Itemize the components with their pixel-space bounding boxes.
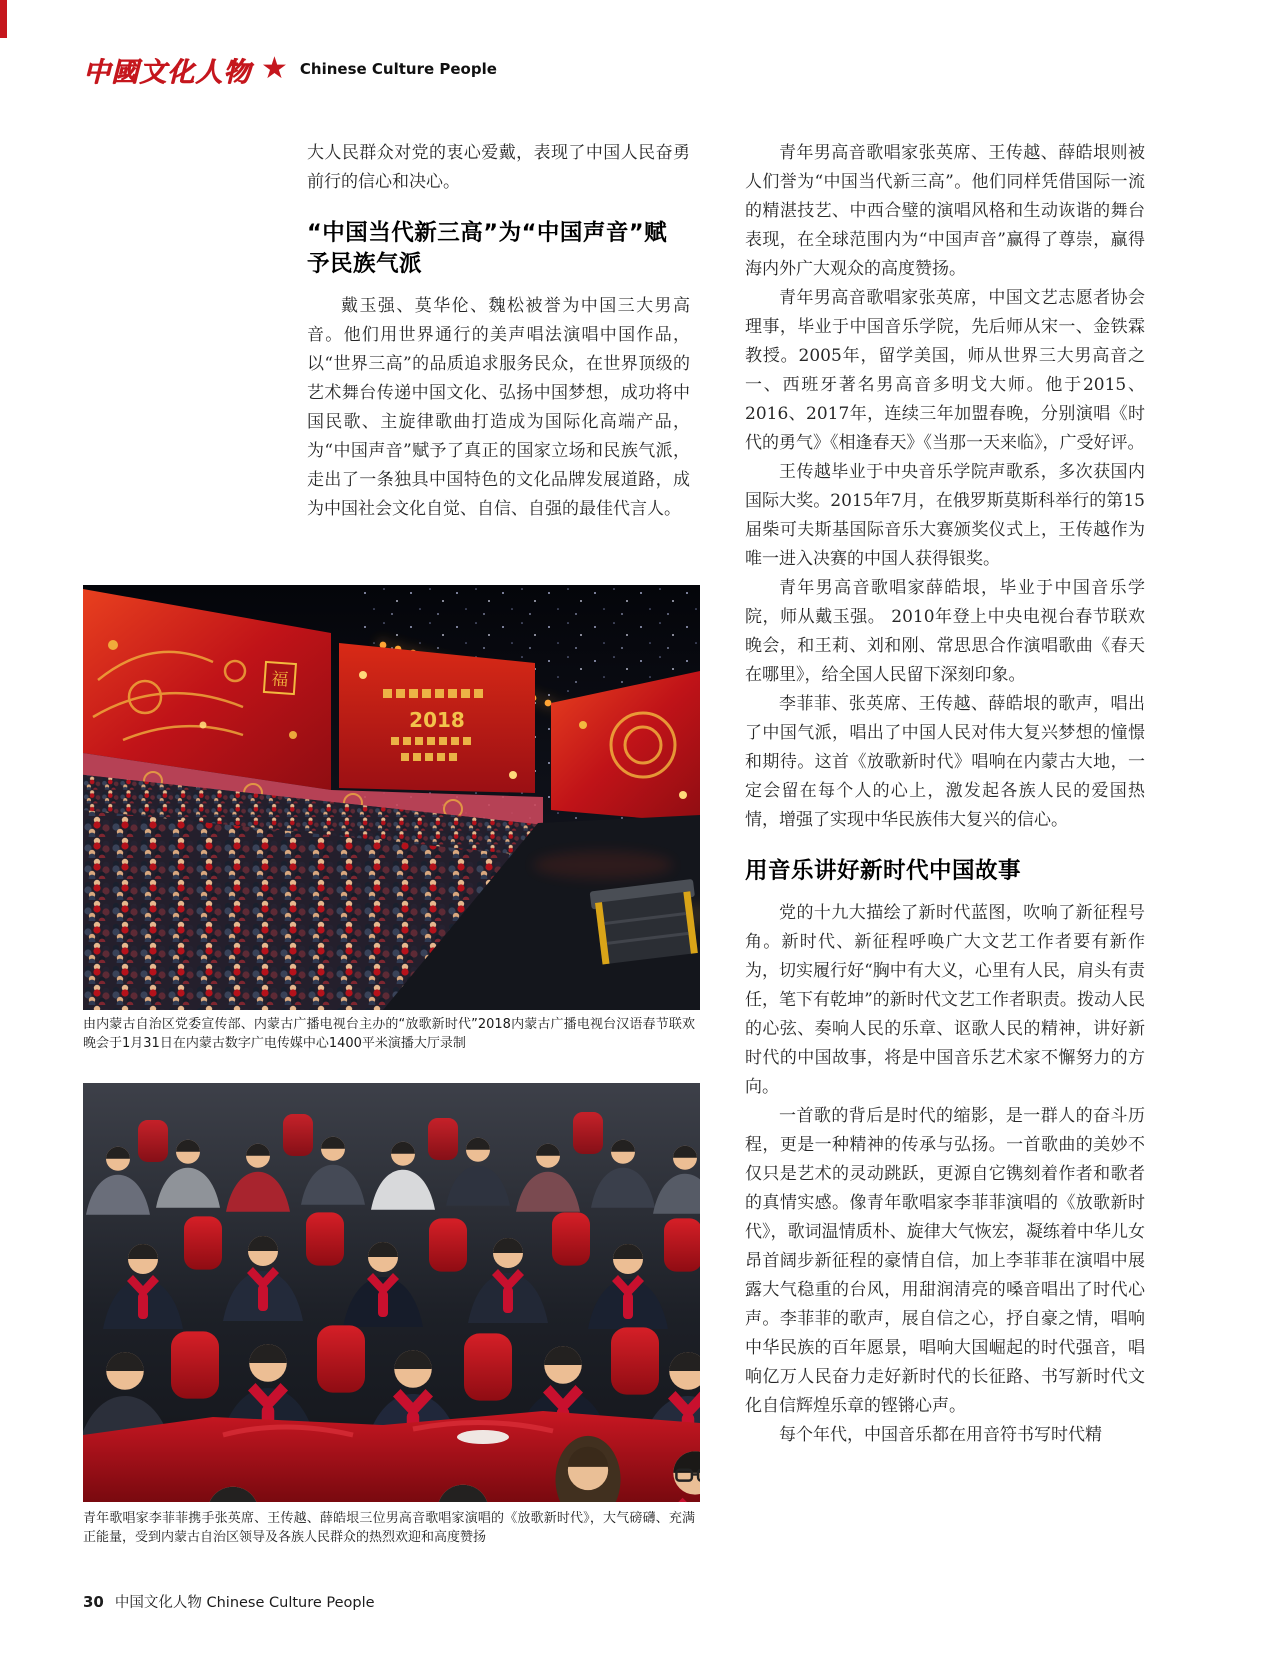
magazine-logo-en: Chinese Culture People xyxy=(299,60,497,78)
paragraph: 李菲菲、张英席、王传越、薛皓垠的歌声，唱出了中国气派，唱出了中国人民对伟大复兴梦想的憧憬和期待。这首《放歌新时代》唱响在内蒙古大地，一定会留在每个人的心上，激发起各族人民的爱国热情，增强了实现中华民族伟大复兴的信心。 xyxy=(745,694,1145,830)
paragraph: 戴玉强、莫华伦、魏松被誉为中国三大男高音。他们用世界通行的美声唱法演唱中国作品，以“世界三高”的品质追求服务民众，在世界顶级的艺术舞台传递中国文化、弘扬中国梦想，成功将中国民歌、主旋律歌曲打造成为国际化高端产品，为“中国声音”赋予了真正的国家立场和民族气派，走出了一条独具中国特色的文化品牌发展道路，成为中国社会文化自觉、自信、自强的最佳代言人。 xyxy=(307,296,690,519)
right-column xyxy=(745,139,1145,1450)
magazine-logo-cn: 中國文化人物 xyxy=(83,56,251,88)
page-number: 30 xyxy=(83,1593,104,1611)
photo1-caption: 由内蒙古自治区党委宣传部、内蒙古广播电视台主办的“放歌新时代”2018内蒙古广播电视台汉语春节联欢晚会于1月31日在内蒙古数字广电传媒中心1400平米演播大厅录制 xyxy=(83,1017,695,1051)
paragraph: 每个年代，中国音乐都在用音符书写时代精 xyxy=(779,1425,1102,1445)
paragraph: 一首歌的背后是时代的缩影，是一群人的奋斗历程，更是一种精神的传承与弘扬。一首歌曲的美妙不仅只是艺术的灵动跳跃，更源自它镌刻着作者和歌者的真情实感。像青年歌唱家李菲菲演唱的《放歌新时代》，歌词温情质朴、旋律大气恢宏，凝练着中华儿女昂首阔步新征程的豪情自信，加上李菲菲在演唱中展露大气稳重的台风，用甜润清亮的嗓音唱出了时代心声。李菲菲的歌声，展自信之心，抒自豪之情，唱响中华民族的百年愿景，唱响大国崛起的时代强音，唱响亿万人民奋力走好新时代的长征路、书写新时代文化自信辉煌乐章的铿锵心声。 xyxy=(745,1106,1145,1416)
led-screen-center xyxy=(339,643,535,793)
star-icon: ★ xyxy=(261,51,288,86)
svg-text:福: 福 xyxy=(270,669,289,691)
left-column xyxy=(307,139,690,524)
fu-lantern xyxy=(264,662,296,694)
paragraph: 王传越毕业于中央音乐学院声歌系，多次获国内国际大奖。2015年7月，在俄罗斯莫斯科举行的第15届柴可夫斯基国际音乐大赛颁奖仪式上，王传越作为唯一进入决赛的中国人获得银奖。 xyxy=(745,462,1145,569)
paragraph-continuation: 大人民群众对党的衷心爱戴，表现了中国人民奋勇前行的信心和决心。 xyxy=(307,143,690,192)
stage-steps xyxy=(590,879,700,965)
section-heading-music-story: 用音乐讲好新时代中国故事 xyxy=(745,858,1022,884)
page-footer xyxy=(83,1591,375,1612)
photo-audience-closeup xyxy=(83,1083,700,1502)
photo-gala-audience-wide-art xyxy=(83,585,700,1010)
photo-audience-closeup-art xyxy=(83,1083,700,1502)
screen-year-text: 2018 xyxy=(409,708,465,732)
paragraph: 青年男高音歌唱家薛皓垠，毕业于中国音乐学院，师从戴玉强。 2010年登上中央电视台春节联欢晚会，和王莉、刘和刚、常思思合作演唱歌曲《春天在哪里》，给全国人民留下深刻印象。 xyxy=(745,578,1145,685)
footer-brand: 中国文化人物 Chinese Culture People xyxy=(114,1595,375,1611)
page-edge-mark xyxy=(0,0,7,38)
paragraph: 青年男高音歌唱家张英席，中国文艺志愿者协会理事，毕业于中国音乐学院，先后师从宋一、金铁霖教授。2005年，留学美国，师从世界三大男高音之一、西班牙著名男高音多明戈大师。他于2015、2016、2017年，连续三年加盟春晚，分别演唱《时代的勇气》《相逢春天》《当那一天来临》，广受好评。 xyxy=(745,288,1145,453)
section-heading-new-three-tenors: “中国当代新三高”为“中国声音”赋予民族气派 xyxy=(307,220,668,277)
photo2-caption: 青年歌唱家李菲菲携手张英席、王传越、薛皓垠三位男高音歌唱家演唱的《放歌新时代》，大气磅礴、充满正能量，受到内蒙古自治区领导及各族人民群众的热烈欢迎和高度赞扬 xyxy=(83,1511,695,1545)
white-plate xyxy=(457,1430,509,1444)
photo-gala-audience-wide xyxy=(83,585,700,1010)
paragraph: 党的十九大描绘了新时代蓝图，吹响了新征程号角。新时代、新征程呼唤广大文艺工作者要有新作为，切实履行好“胸中有大义，心里有人民，肩头有责任，笔下有乾坤”的新时代文艺工作者职责。拨动人民的心弦、奏响人民的乐章、讴歌人民的精神，讲好新时代的中国故事，将是中国音乐艺术家不懈努力的方向。 xyxy=(745,903,1145,1097)
paragraph: 青年男高音歌唱家张英席、王传越、薛皓垠则被人们誉为“中国当代新三高”。他们同样凭借国际一流的精湛技艺、中西合璧的演唱风格和生动诙谐的舞台表现，在全球范围内为“中国声音”赢得了尊崇，赢得海内外广大观众的高度赞扬。 xyxy=(745,143,1145,279)
masthead xyxy=(83,50,497,88)
